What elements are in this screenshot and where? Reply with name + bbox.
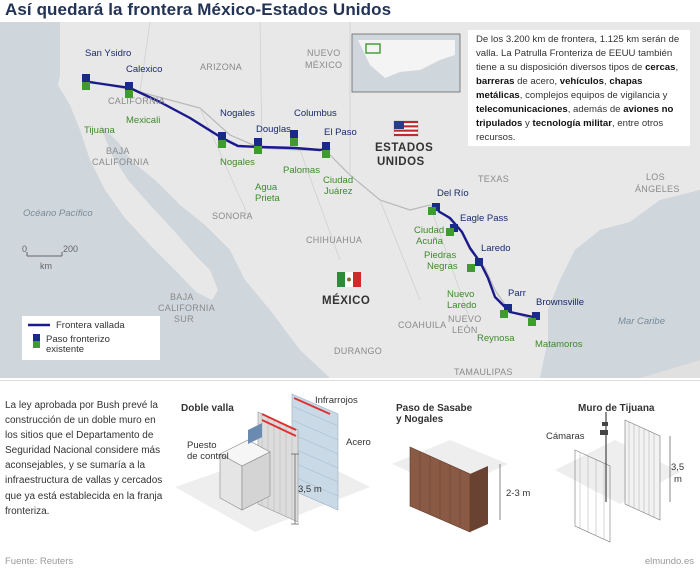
info-text-part: telecomunicaciones: [476, 104, 568, 115]
label-chihuahua: CHIHUAHUA: [306, 235, 363, 245]
label-brownsville: Brownsville: [536, 297, 585, 308]
law-description: La ley aprobada por Bush prevé la construcción de un doble muro en los sitios que el Departamento de Seguridad Nacional considere más aconsejables, y se sumaría a la infraestructura de vallas y cercados que ya está establecida en la franja fronteriza.: [5, 400, 163, 517]
puesto-label-2: de control: [187, 451, 229, 462]
info-text-part: , entre otros recursos.: [476, 118, 664, 143]
label-nuevo-leon-1: NUEVO: [448, 314, 482, 324]
label-nogales-us: Nogales: [220, 108, 255, 119]
label-reynosa: Reynosa: [477, 333, 515, 344]
label-nuevo-laredo-1: Nuevo: [447, 289, 475, 300]
label-bcs-3: SUR: [174, 314, 194, 324]
info-text-part: y: [522, 118, 533, 129]
marker-douglas-mx: [254, 146, 262, 154]
tijuana-height-1: 3,5: [671, 462, 685, 473]
marker-calexico-us: [125, 82, 133, 90]
info-text-part: de acero,: [514, 76, 560, 87]
info-text-part: cercas: [645, 62, 676, 73]
label-el-paso: El Paso: [324, 127, 357, 138]
label-ciudad-acuna-2: Acuña: [416, 236, 443, 247]
marker-columbus-us: [290, 130, 298, 138]
label-nuevo-mexico-2: MÉXICO: [305, 60, 343, 70]
label-tamaulipas: TAMAULIPAS: [454, 367, 513, 377]
mexico-flag-icon: [337, 272, 361, 287]
label-columbus: Columbus: [294, 108, 337, 119]
marker-laredo-us: [475, 258, 483, 266]
label-texas: TEXAS: [478, 174, 510, 184]
label-piedras-negras-2: Negras: [427, 261, 458, 272]
marker-brownsville-mx: [528, 318, 536, 326]
label-estados: ESTADOS: [375, 142, 434, 154]
marker-eagle-pass-mx: [446, 228, 454, 236]
info-text-part: aviones no tripulados: [476, 104, 674, 129]
label-baja-california-1: BAJA: [106, 146, 130, 156]
acero-label: Acero: [346, 437, 371, 448]
info-text-part: tecnología militar: [532, 118, 612, 129]
label-agua-prieta-1: Agua: [255, 182, 278, 193]
marker-san-ysidro-us: [82, 74, 90, 82]
label-bcs-1: BAJA: [170, 292, 194, 302]
label-mar-caribe: Mar Caribe: [618, 316, 665, 327]
label-calexico: Calexico: [126, 64, 163, 75]
camaras-label: Cámaras: [546, 431, 585, 442]
label-parr: Parr: [508, 288, 526, 299]
bottom-section-divider: [0, 380, 700, 381]
label-baja-california-2: CALIFORNIA: [92, 157, 150, 167]
marker-laredo-mx: [467, 264, 475, 272]
legend-fence: Frontera vallada: [56, 320, 125, 331]
label-eagle-pass: Eagle Pass: [460, 213, 509, 224]
puesto-label-1: Puesto: [187, 440, 217, 451]
label-los-angeles-2: ÁNGELES: [635, 184, 680, 194]
label-nuevo-mexico-1: NUEVO: [307, 48, 341, 58]
marker-nogales-us: [218, 132, 226, 140]
label-oceano-pacifico: Océano Pacífico: [23, 208, 93, 219]
info-text-part: barreras: [476, 76, 515, 87]
label-ciudad-acuna-1: Ciudad: [414, 225, 445, 236]
label-durango: DURANGO: [334, 346, 383, 356]
marker-parr-mx: [500, 310, 508, 318]
info-text-part: , complejos equipos de vigilancia y: [519, 90, 668, 101]
source-credit: Fuente: Reuters: [5, 556, 74, 567]
label-coahuila: COAHUILA: [398, 320, 447, 330]
infrarrojos-label: Infrarrojos: [315, 395, 358, 406]
publisher-credit: elmundo.es: [644, 556, 694, 567]
info-text-part: vehículos: [559, 76, 605, 87]
label-matamoros: Matamoros: [535, 339, 583, 350]
label-piedras-negras-1: Piedras: [424, 250, 457, 261]
label-sonora: SONORA: [212, 211, 253, 221]
legend-crossing-2: existente: [46, 344, 85, 355]
label-unidos: UNIDOS: [377, 156, 425, 168]
label-nogales-mx: Nogales: [220, 157, 255, 168]
sasabe-title-2: y Nogales: [396, 414, 444, 425]
label-bcs-2: CALIFORNIA: [158, 303, 216, 313]
doble-valla-title: Doble valla: [181, 403, 234, 414]
label-douglas: Douglas: [256, 124, 291, 135]
sasabe-height: 2-3 m: [506, 488, 531, 499]
info-text-part: chapas metálicas: [476, 76, 643, 101]
usa-flag-icon: [394, 121, 418, 136]
label-ciudad-juarez-1: Ciudad: [323, 175, 354, 186]
label-ciudad-juarez-2: Juárez: [324, 186, 353, 197]
info-text-part: , además de: [567, 104, 624, 115]
sasabe-title-1: Paso de Sasabe: [396, 403, 473, 414]
label-san-ysidro: San Ysidro: [85, 48, 132, 59]
marker-del-rio-mx: [428, 207, 436, 215]
label-arizona: ARIZONA: [200, 62, 243, 72]
scale-zero: 0: [22, 244, 28, 254]
marker-douglas-us: [254, 138, 262, 146]
sasabe-illustration: [392, 440, 508, 532]
label-tijuana: Tijuana: [84, 125, 115, 136]
marker-el-paso-us: [322, 142, 330, 150]
label-nuevo-laredo-2: Laredo: [447, 300, 477, 311]
label-laredo: Laredo: [481, 243, 511, 254]
label-los-angeles-1: LOS: [646, 172, 665, 182]
label-agua-prieta-2: Prieta: [255, 193, 280, 204]
label-nuevo-leon-2: LEÓN: [452, 325, 478, 335]
label-palomas: Palomas: [283, 165, 320, 176]
info-text-part: De los 3.200 km de frontera, 1.125 km serán de valla. La Patrulla Fronteriza de EEUU también tiene a su disposición diversos tipos de: [476, 34, 680, 73]
marker-nogales-mx: [218, 140, 226, 148]
info-text-part: ,: [604, 76, 610, 87]
legend-crossing-1: Paso fronterizo: [46, 334, 110, 345]
doble-valla-height: 3,5 m: [298, 484, 322, 495]
page-title: Así quedará la frontera México-Estados Unidos: [5, 0, 392, 19]
label-del-rio: Del Río: [437, 188, 469, 199]
info-box: [468, 30, 690, 146]
label-california: CALIFORNIA: [108, 96, 166, 106]
marker-columbus-mx: [290, 138, 298, 146]
marker-el-paso-mx: [322, 150, 330, 158]
tijuana-height-2: m: [674, 474, 682, 485]
label-mexicali: Mexicali: [126, 115, 161, 126]
scale-unit: km: [40, 261, 52, 271]
info-text-part: ,: [675, 62, 679, 73]
tijuana-title: Muro de Tijuana: [578, 403, 655, 414]
marker-san-ysidro-mx: [82, 82, 90, 90]
label-mexico: MÉXICO: [322, 295, 371, 307]
scale-value: 200: [63, 244, 79, 254]
